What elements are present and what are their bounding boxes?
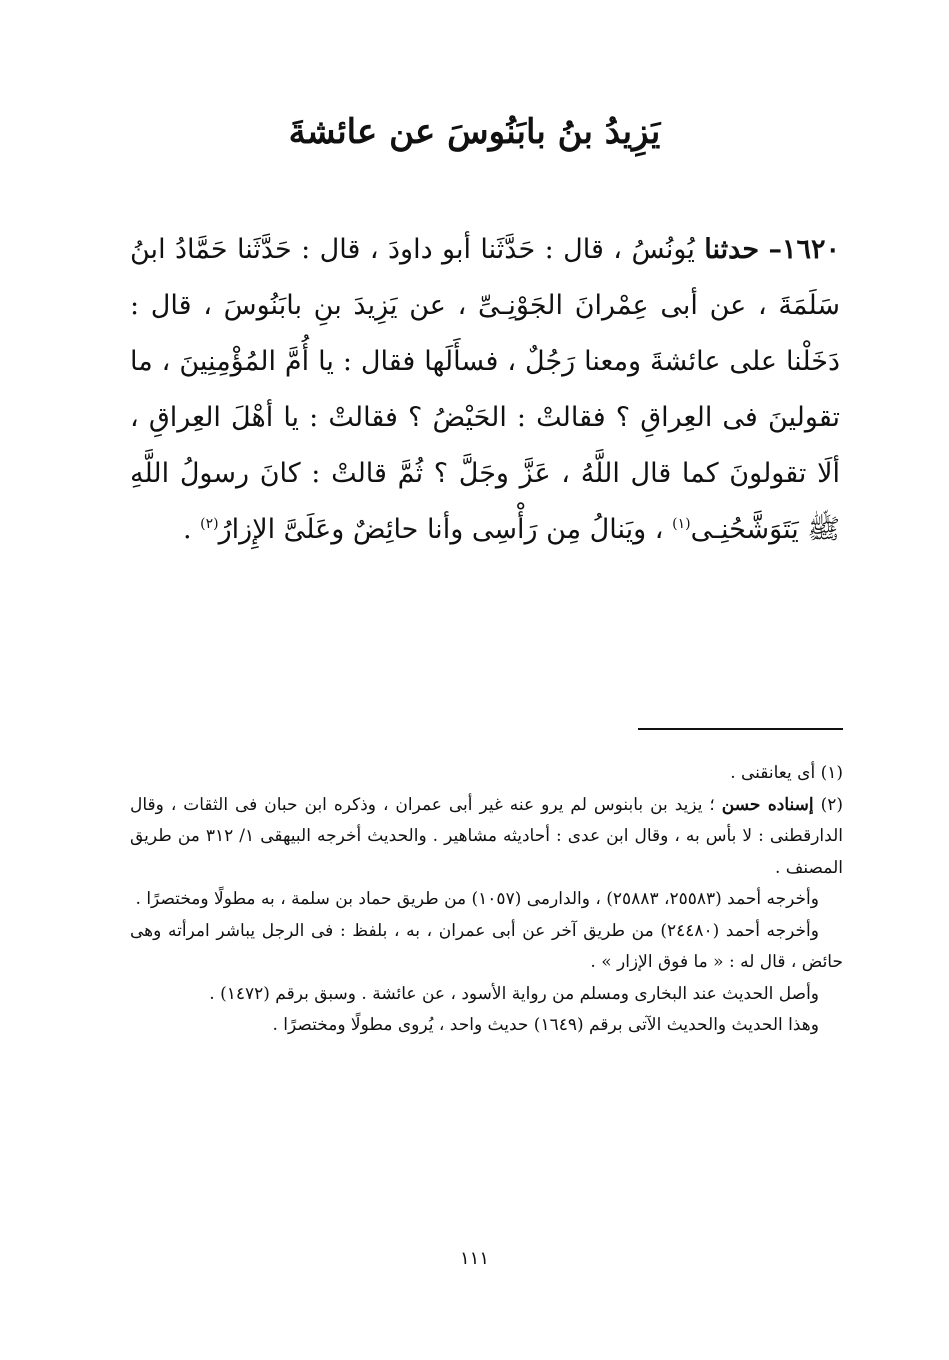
footnotes-section bbox=[130, 758, 843, 1042]
footnote-divider bbox=[638, 728, 843, 730]
footnote-marker-1[interactable]: (١) bbox=[672, 516, 691, 532]
hadith-text-part2: ، ويَنالُ مِن رَأْسِى وأنا حائِضٌ وعَلَىَّ الإِزارُ bbox=[218, 514, 673, 545]
hadith-text-end: . bbox=[182, 514, 201, 545]
footnote-2-grading: إسناده حسن bbox=[721, 794, 814, 815]
footnote-2-text: ؛ يزيد بن بابنوس لم يرو عنه غير أبى عمران ، وذكره ابن حبان فى الثقات ، وقال الدارقطنى : لا بأس به ، وقال ابن عدى : أحاديثه مشاهير . والحديث أخرجه البيهقى ١/ ٣١٢ من طريق المصنف . bbox=[130, 794, 843, 878]
footnote-1: (١) أى يعانقنى . bbox=[730, 763, 843, 783]
footnote-2-paragraph-4: وأصل الحديث عند البخارى ومسلم من رواية الأسود ، عن عائشة . وسبق برقم (١٤٧٢) . bbox=[209, 983, 819, 1004]
footnote-2-paragraph-2: وأخرجه أحمد (٢٥٥٨٣، ٢٥٨٨٣) ، والدارمى (١٠٥٧) من طريق حماد بن سلمة ، به مطولًا ومختصرًا . bbox=[135, 889, 819, 909]
footnote-2 bbox=[130, 790, 843, 885]
footnote-2-paragraph-5: وهذا الحديث والحديث الآتى برقم (١٦٤٩) حديث واحد ، يُروى مطولًا ومختصرًا . bbox=[272, 1015, 819, 1035]
hadith-text-part1: يُونُسُ ، قال : حَدَّثَنا أبو داودَ ، قال : حَدَّثَنا حَمَّادُ ابنُ سَلَمَةَ ، عن أبى عِمْرانَ الجَوْنِـىِّ ، عن يَزِيدَ بنِ بابَنُوسَ ، قال : دَخَلْنا على عائشةَ ومعنا رَجُلٌ ، فسأَلَها فقال : يا أُمَّ المُؤْمِنِينَ ، ما تقولينَ فى العِراقِ ؟ فقالتْ : الحَيْضُ ؟ فقالتْ : يا أهْلَ العِراقِ ، ألَا تقولونَ كما قال اللَّهُ ، عَزَّ وجَلَّ ؟ ثُمَّ قالتْ : كانَ رسولُ اللَّهِ ﷺ يَتَوَشَّحُنِـى bbox=[130, 234, 841, 545]
chapter-title: يَزِيدُ بنُ بابَنُوسَ عن عائشةَ bbox=[288, 112, 661, 152]
hadith-paragraph bbox=[130, 222, 840, 558]
footnote-2-prefix: (٢) bbox=[813, 794, 844, 815]
hadith-lead-word: حدثنا bbox=[704, 234, 760, 265]
footnote-2-paragraph-3: وأخرجه أحمد (٢٤٤٨٠) من طريق آخر عن أبى عمران ، به ، بلفظ : فى الرجل يباشر امرأته وهى حائض ، قال له : « ما فوق الإزار » . bbox=[130, 920, 843, 972]
footnote-marker-2[interactable]: (٢) bbox=[200, 516, 219, 532]
hadith-number: ١٦٢٠– bbox=[768, 234, 840, 265]
page-number: ١١١ bbox=[459, 1248, 489, 1269]
